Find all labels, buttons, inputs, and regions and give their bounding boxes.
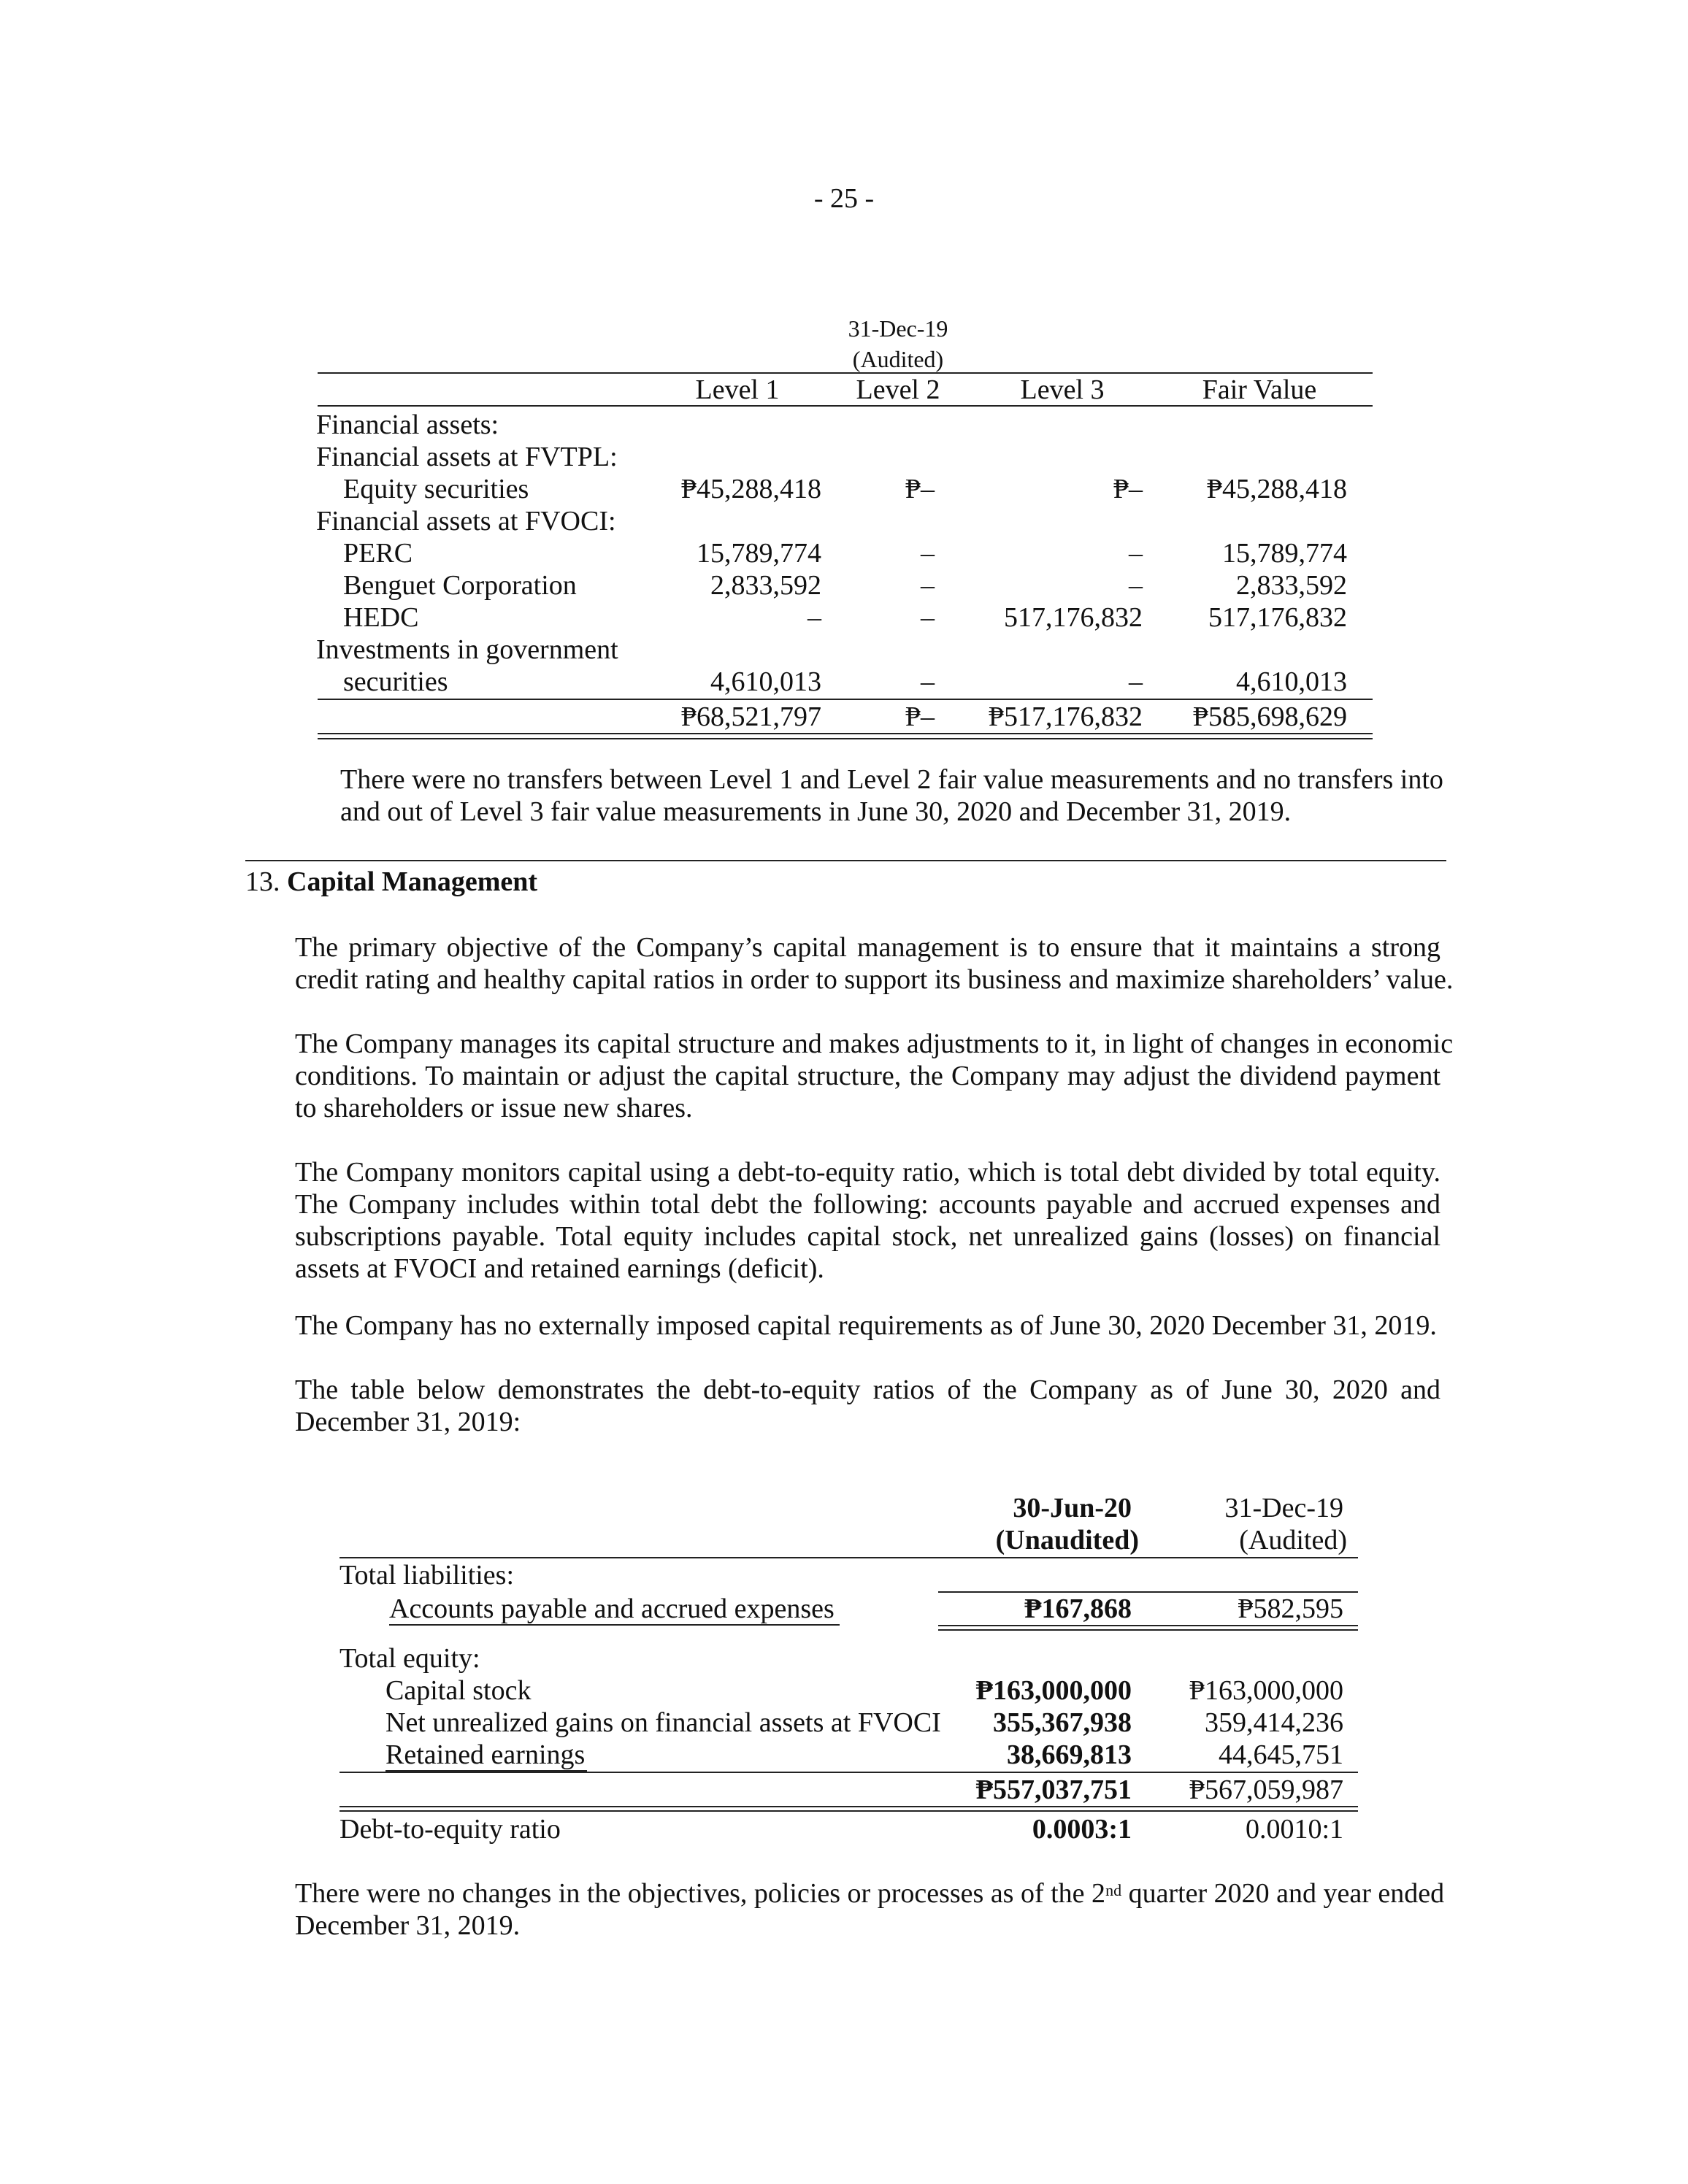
de-ap-double-rule-1: [938, 1625, 1358, 1626]
fv-row-label-line1: Investments in government: [316, 634, 618, 665]
de-equity-double-rule-2: [339, 1810, 1358, 1812]
closing-note: [295, 1877, 1445, 1942]
fv-total-level3: ₱517,176,832: [988, 701, 1143, 732]
section-divider: [245, 860, 1446, 861]
de-ratio-2020: 0.0003:1: [1032, 1814, 1132, 1845]
fv-row-fair-value: 517,176,832: [1208, 602, 1347, 633]
fv-row-level2: –: [921, 538, 935, 569]
fv-total-double-rule-1: [318, 733, 1373, 734]
de-equity-row-2020: 355,367,938: [993, 1707, 1132, 1738]
de-ap-label-underline: [389, 1624, 840, 1626]
text-line: December 31, 2019:: [295, 1407, 521, 1437]
fv-total-level2: ₱–: [905, 701, 935, 732]
de-equity-row-2019: 44,645,751: [1219, 1739, 1343, 1770]
fv-row-fair-value: 2,833,592: [1236, 570, 1347, 601]
fv-row-label: HEDC: [343, 602, 419, 633]
fv-total-double-rule-2: [318, 738, 1373, 739]
paragraph-2: [295, 1028, 1454, 1124]
text-line: [295, 1877, 1445, 1910]
fv-total-fair-value: ₱585,698,629: [1192, 701, 1347, 732]
de-equity-row-2019: ₱163,000,000: [1189, 1675, 1343, 1706]
fv-row-label: Benguet Corporation: [343, 570, 577, 601]
de-ap-2020: ₱167,868: [1024, 1593, 1132, 1624]
de-equity-row-label: Retained earnings: [385, 1739, 586, 1770]
fv-header-status: (Audited): [852, 346, 944, 372]
section-number: 13.: [245, 866, 280, 897]
text-line: conditions. To maintain or adjust the capital structure, the Company may adjust the dividend payment: [295, 1061, 1440, 1091]
section-title: Capital Management: [287, 866, 538, 897]
fv-group-fvtpl: Financial assets at FVTPL:: [316, 442, 618, 472]
text-line: The primary objective of the Company’s capital management is to ensure that it maintains a strong: [295, 932, 1440, 963]
fv-row-level2: –: [921, 602, 935, 633]
fv-row-level2: ₱–: [905, 474, 935, 504]
fv-row-level3: –: [1129, 538, 1143, 569]
text-line: and out of Level 3 fair value measurements in June 30, 2020 and December 31, 2019.: [340, 796, 1292, 827]
ordinal-suffix: nd: [1105, 1881, 1122, 1899]
fv-header-date: 31-Dec-19: [848, 315, 948, 342]
paragraph-3: [295, 1156, 1440, 1285]
fv-header-bottom-rule: [318, 405, 1373, 407]
fv-total-top-rule: [318, 699, 1373, 700]
closing-text-b: quarter 2020 and year ended: [1121, 1878, 1445, 1909]
de-equity-row-2020: ₱163,000,000: [975, 1675, 1132, 1706]
de-total-liabilities-label: Total liabilities:: [339, 1560, 515, 1591]
de-equity-row-label: Net unrealized gains on financial assets at FVOCI: [385, 1707, 941, 1738]
fv-row-level3: –: [1129, 666, 1143, 697]
de-total-equity-label: Total equity:: [339, 1643, 480, 1674]
de-equity-total-top-rule: [339, 1772, 1358, 1773]
fv-col-level1: Level 1: [695, 374, 780, 405]
de-col1-date: 30-Jun-20: [1013, 1493, 1132, 1523]
fv-row-level2: –: [921, 666, 935, 697]
text-line: to shareholders or issue new shares.: [295, 1093, 693, 1123]
de-col2-date: 31-Dec-19: [1224, 1493, 1343, 1523]
fv-row-level1: 4,610,013: [710, 666, 821, 697]
fv-row-fair-value: 4,610,013: [1236, 666, 1347, 697]
fv-row-label: PERC: [343, 538, 413, 569]
de-col1-status: (Unaudited): [995, 1525, 1139, 1556]
fv-row-label: securities: [343, 666, 448, 697]
de-equity-double-rule-1: [339, 1806, 1358, 1807]
de-equity-row-2019: 359,414,236: [1205, 1707, 1343, 1738]
text-line: The Company monitors capital using a debt-to-equity ratio, which is total debt divided by total equity.: [295, 1157, 1440, 1188]
fv-row-level1: –: [807, 602, 821, 633]
section-heading: [245, 866, 537, 898]
fv-row-level3: –: [1129, 570, 1143, 601]
fv-row-level3: ₱–: [1113, 474, 1143, 504]
paragraph-5: [295, 1374, 1440, 1438]
fv-row-level2: –: [921, 570, 935, 601]
de-equity-row-2020: 38,669,813: [1007, 1739, 1132, 1770]
de-ap-2019: ₱582,595: [1238, 1593, 1343, 1624]
fv-row-level3: 517,176,832: [1004, 602, 1143, 633]
page-number: - 25 -: [813, 183, 875, 214]
text-line: The Company manages its capital structure and makes adjustments to it, in light of changes in economic: [295, 1028, 1454, 1059]
text-line: The Company includes within total debt the following: accounts payable and accrued expenses and: [295, 1189, 1440, 1220]
fv-section-label: Financial assets:: [316, 410, 499, 440]
fv-row-level1: 15,789,774: [697, 538, 821, 569]
de-ratio-2019: 0.0010:1: [1245, 1814, 1343, 1845]
text-line: The Company has no externally imposed capital requirements as of June 30, 2020 December 31, 2019.: [295, 1310, 1437, 1341]
fv-col-level2: Level 2: [856, 374, 940, 405]
closing-text-a: There were no changes in the objectives, policies or processes as of the 2: [295, 1878, 1106, 1909]
de-ratio-label: Debt-to-equity ratio: [339, 1814, 561, 1845]
fv-col-level3: Level 3: [1020, 374, 1105, 405]
paragraph-1: [295, 931, 1454, 996]
fv-row-fair-value: ₱45,288,418: [1206, 474, 1347, 504]
text-line: subscriptions payable. Total equity includes capital stock, net unrealized gains (losses) on financial: [295, 1221, 1440, 1252]
paragraph-4: [295, 1310, 1440, 1342]
de-col2-status: (Audited): [1239, 1525, 1347, 1556]
fv-group-fvoci: Financial assets at FVOCI:: [316, 506, 616, 537]
fv-row-fair-value: 15,789,774: [1222, 538, 1347, 569]
fv-total-level1: ₱68,521,797: [680, 701, 821, 732]
text-line: The table below demonstrates the debt-to-equity ratios of the Company as of June 30, 2020 and: [295, 1374, 1440, 1405]
text-line: There were no transfers between Level 1 and Level 2 fair value measurements and no transfers into: [340, 764, 1443, 795]
text-line: December 31, 2019.: [295, 1910, 521, 1941]
de-ap-label: Accounts payable and accrued expenses: [389, 1593, 835, 1624]
fv-col-fair-value: Fair Value: [1202, 374, 1317, 405]
text-line: assets at FVOCI and retained earnings (deficit).: [295, 1253, 824, 1284]
transfers-note: [340, 764, 1443, 828]
text-line: credit rating and healthy capital ratios in order to support its business and maximize shareholders’ value.: [295, 964, 1454, 995]
de-equity-row-label: Capital stock: [385, 1675, 532, 1706]
fv-row-level1: ₱45,288,418: [680, 474, 821, 504]
de-ap-double-rule-2: [938, 1629, 1358, 1631]
de-equity-total-2019: ₱567,059,987: [1189, 1774, 1343, 1805]
de-equity-total-2020: ₱557,037,751: [975, 1774, 1132, 1805]
fv-row-label: Equity securities: [343, 474, 529, 504]
fv-row-level1: 2,833,592: [710, 570, 821, 601]
de-header-rule: [339, 1557, 1358, 1558]
